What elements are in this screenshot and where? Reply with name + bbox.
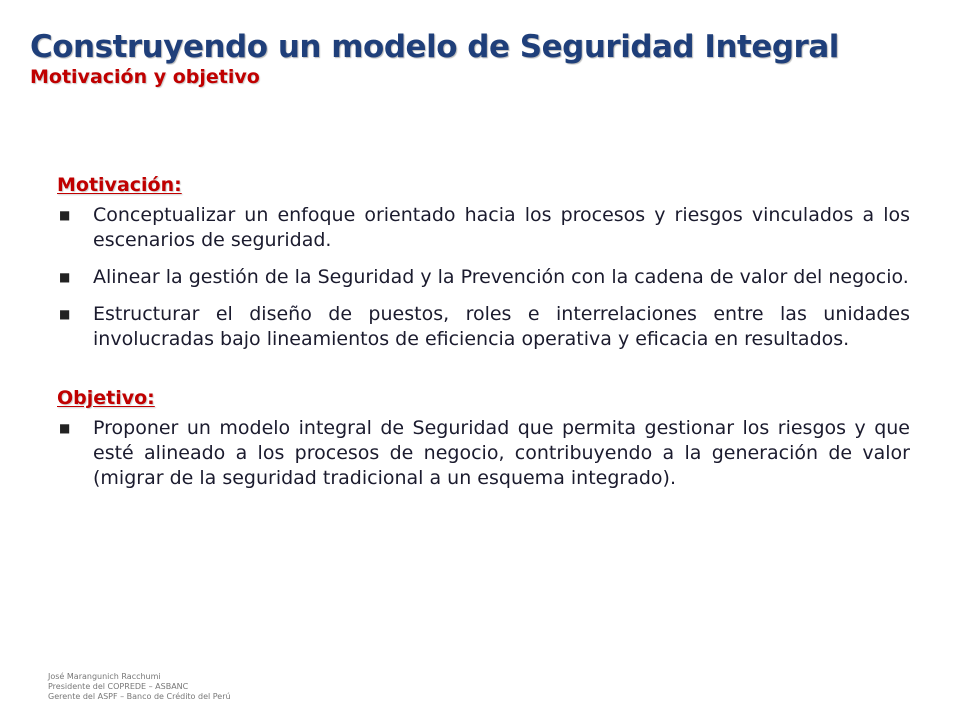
bullet-text: Estructurar el diseño de puestos, roles e interrelaciones entre las unidades involucradas bajo lineamientos de eficiencia operativa y eficacia en resultados. bbox=[93, 303, 910, 350]
section-spacer bbox=[57, 352, 910, 385]
list-item bbox=[57, 203, 910, 253]
list-item bbox=[57, 265, 910, 290]
list-item bbox=[57, 416, 910, 491]
objetivo-list bbox=[57, 416, 910, 491]
bullet-text: Proponer un modelo integral de Seguridad que permita gestionar los riesgos y que esté alineado a los procesos de negocio, contribuyendo a la generación de valor (migrar de la seguridad tradicional a un esquema integrado). bbox=[93, 417, 910, 489]
motivacion-heading: Motivación: bbox=[57, 174, 182, 196]
slide-content bbox=[57, 172, 910, 491]
square-bullet-icon: ■ bbox=[59, 421, 71, 435]
square-bullet-icon: ■ bbox=[59, 307, 71, 321]
square-bullet-icon: ■ bbox=[59, 270, 71, 284]
square-bullet-icon: ■ bbox=[59, 208, 71, 222]
title-block bbox=[30, 28, 839, 88]
footer-line-position: Gerente del ASPF – Banco de Crédito del Perú bbox=[48, 692, 231, 701]
motivacion-list bbox=[57, 203, 910, 352]
slide-subtitle: Motivación y objetivo bbox=[30, 66, 260, 88]
objetivo-heading: Objetivo: bbox=[57, 387, 155, 409]
slide-title: Construyendo un modelo de Seguridad Integral bbox=[30, 29, 839, 65]
footer-line-role: Presidente del COPREDE – ASBANC bbox=[48, 682, 189, 691]
bullet-text: Conceptualizar un enfoque orientado hacia los procesos y riesgos vinculados a los escenarios de seguridad. bbox=[93, 204, 910, 251]
list-item bbox=[57, 302, 910, 352]
bullet-text: Alinear la gestión de la Seguridad y la Prevención con la cadena de valor del negocio. bbox=[93, 266, 909, 288]
footer-line-name: José Marangunich Racchumi bbox=[48, 672, 161, 681]
presenter-footer bbox=[48, 672, 231, 702]
